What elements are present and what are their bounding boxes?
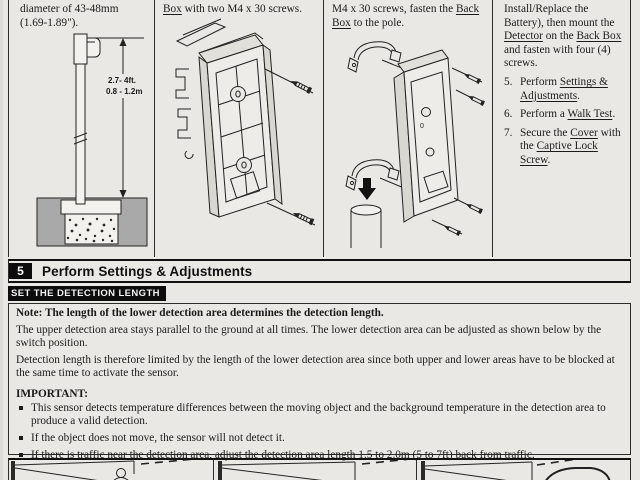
backbox-heading: Box with two M4 x 30 screws. [163, 3, 303, 15]
pole-clamp-icon [346, 160, 399, 190]
height-dim-label-line2: 0.8 - 1.2m [106, 87, 143, 97]
backbox-screws-diagram [163, 17, 318, 241]
note-paragraph-1: The upper detection area stays parallel to the ground at all times. The lower detection area can be adjusted as shown below by the switch position. [16, 323, 602, 349]
column-final-steps [492, 0, 630, 257]
step-item-6 [504, 108, 627, 122]
step-text: Secure the Cover with the Captive Lock Screw. [520, 126, 621, 166]
section-number-badge: 5 [9, 263, 32, 279]
vehicle-icon [545, 468, 610, 480]
sensor-post-icon [11, 461, 15, 480]
important-bullet-1: This sensor detects temperature differences between the moving object and the background temperature in the detection area to produce a valid detection. [16, 402, 622, 428]
pole-height-diagram [20, 30, 153, 248]
note-paragraph-2: Detection length is therefore limited by the length of the lower detection area since both upper and lower areas have to be blocked at the same time to activate the sensor. [16, 353, 615, 379]
sensor-post-icon [218, 461, 222, 480]
subsection-label: SET THE DETECTION LENGTH [8, 286, 166, 301]
top-instruction-columns [8, 0, 631, 257]
height-dim-label-line1: 2.7- 4ft. [108, 76, 137, 86]
step-item-5 [504, 76, 627, 103]
step-number: 5. [504, 75, 513, 88]
note-heading: Note: The length of the lower detection area determines the detection length. [16, 307, 384, 319]
step-text: Perform Settings & Adjustments. [520, 75, 608, 102]
column-pole-dimensions [9, 0, 154, 257]
pole-diameter-text-line1: diameter of 43-48mm [20, 3, 119, 15]
section-title: Perform Settings & Adjustments [42, 263, 253, 279]
detection-panel-1 [9, 460, 213, 480]
sensor-post-icon [421, 461, 425, 480]
down-arrow-icon [358, 178, 376, 200]
important-heading: IMPORTANT: [16, 387, 88, 400]
person-figure-icon [112, 469, 130, 480]
column-backbox-screws [154, 0, 323, 257]
note-box [8, 303, 631, 462]
pole-diameter-text-line2: (1.69-1.89"). [20, 16, 79, 29]
step-text: Perform a Walk Test. [520, 108, 616, 121]
fasten-heading: M4 x 30 screws, fasten the Back Box to the pole. [332, 3, 480, 29]
detection-panel-2 [213, 460, 416, 480]
scan-edge-shade [0, 0, 3, 480]
step-item-7 [504, 127, 627, 168]
step-number: 6. [504, 108, 513, 121]
pole-clamp-icon [348, 42, 401, 72]
screw-icon [452, 68, 485, 106]
detection-panel-3 [416, 460, 630, 480]
important-bullet-3: If there is traffic near the detection area, adjust the detection area length 1.5 to 2.0m (5 to 7ft) back from traffic. [16, 449, 622, 462]
pole-clamp-diagram [332, 30, 487, 248]
important-bullet-2: If the object does not move, the sensor will not detect it. [16, 432, 622, 445]
svg-text:0: 0 [420, 123, 424, 131]
pole [76, 44, 85, 204]
mounting-tab-icon [176, 69, 189, 98]
detection-area-panels [8, 458, 631, 480]
section-header [8, 259, 631, 283]
pole-stub [351, 205, 381, 248]
screw-icon [267, 203, 315, 225]
step-list [504, 76, 627, 168]
detector-head [74, 34, 87, 64]
step-number: 7. [504, 126, 513, 139]
mount-detector-paragraph: Install/Replace the Battery), then mount the Detector on the Back Box and fasten with four (4) screws. [504, 3, 622, 70]
column-fasten-to-pole [323, 0, 492, 257]
